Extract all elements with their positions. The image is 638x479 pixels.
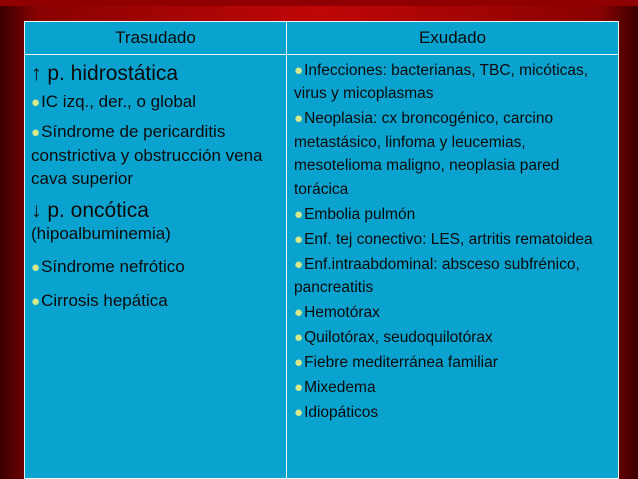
header-exudado: Exudado (287, 22, 619, 55)
list-item: ●Enf. tej conectivo: LES, artritis rematoidea (294, 230, 593, 248)
list-item: ●Infecciones: bacterianas, TBC, micóticas, virus y micoplasmas (294, 62, 589, 103)
list-item: ●IC izq., der., o global (31, 92, 197, 111)
header-trasudado: Trasudado (25, 22, 287, 55)
list-item: ●Hemotórax (294, 304, 380, 322)
list-item: ●Embolia pulmón (294, 205, 416, 223)
list-item: ●Mixedema (294, 379, 376, 397)
bullet-dot-icon: ● (294, 304, 304, 322)
exudado-cell (287, 55, 619, 479)
list-item: ●Síndrome de pericarditis constrictiva y obstrucción vena cava superior (31, 122, 263, 188)
bullet-dot-icon: ● (294, 379, 304, 397)
list-item: ●Fiebre mediterránea familiar (294, 354, 498, 372)
comparison-table (24, 21, 619, 479)
heading-oncotica: ↓ p. oncótica (31, 199, 149, 222)
list-item: ●Idiopáticos (294, 404, 379, 422)
bullet-dot-icon: ● (294, 230, 304, 248)
heading-hidrostatica: ↑ p. hidrostática (31, 62, 179, 85)
bullet-dot-icon: ● (294, 404, 304, 422)
list-item: ●Cirrosis hepática (31, 291, 168, 310)
bullet-dot-icon: ● (31, 259, 41, 276)
heading-oncotica-sub: (hipoalbuminemia) (31, 224, 171, 243)
bullet-dot-icon: ● (294, 62, 304, 79)
content-row (25, 55, 619, 479)
list-item: ●Enf.intraabdominal: absceso subfrénico, pancreatitis (294, 255, 580, 297)
bullet-dot-icon: ● (294, 110, 304, 128)
bullet-dot-icon: ● (294, 255, 304, 273)
bullet-dot-icon: ● (31, 124, 41, 141)
bullet-dot-icon: ● (31, 293, 41, 310)
slide-top-band (0, 0, 638, 6)
bullet-dot-icon: ● (294, 354, 304, 372)
list-item: ●Síndrome nefrótico (31, 257, 185, 276)
bullet-dot-icon: ● (294, 205, 304, 223)
header-row (25, 22, 619, 55)
bullet-dot-icon: ● (294, 329, 304, 347)
list-item: ●Quilotórax, seudoquilotórax (294, 329, 493, 347)
bullet-dot-icon: ● (31, 94, 41, 111)
trasudado-cell (25, 55, 287, 479)
list-item: ●Neoplasia: cx broncogénico, carcino metastásico, linfoma y leucemias, mesotelioma maligno, neoplasia pared torácica (294, 110, 560, 198)
